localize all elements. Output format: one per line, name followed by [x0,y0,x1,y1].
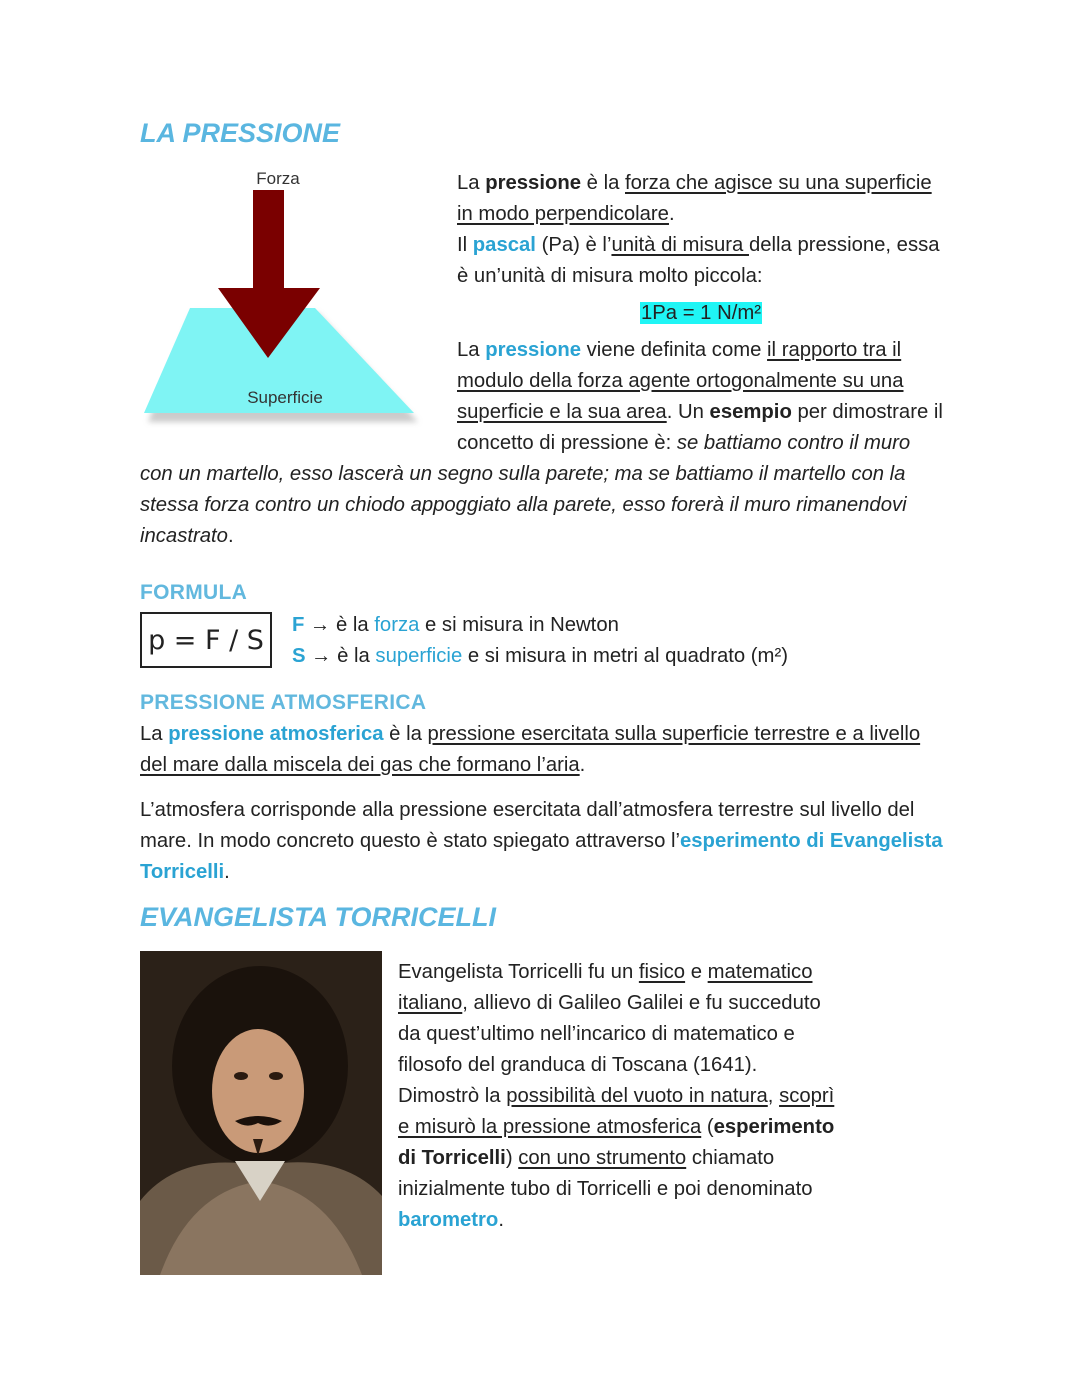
text-segment: . [668,203,675,225]
formula-s-line [292,641,788,672]
torricelli-portrait [140,951,398,1277]
text-segment: → è la [305,645,376,667]
text-segment: La [457,172,486,194]
text-segment: , allievo di Galileo Galilei e fu succeduto da quest’ultimo nell’incarico di matematico e filosofo del granduca di Toscana (1641). [398,992,821,1076]
pascal-equation: 1Pa = 1 N/m² [640,302,762,324]
text-segment: esperimento di Evangelista Torricelli [140,830,943,883]
text-segment: . [579,754,586,776]
text-segment: ( [701,1116,714,1138]
text-segment: , [767,1085,780,1107]
text-segment: unità di misura [611,234,749,256]
text-segment: forza che agisce su una superficie in modo perpendicolare [457,172,932,225]
text-segment: pressione [485,172,582,194]
title-torricelli: EVANGELISTA TORRICELLI [140,902,497,932]
text-segment: Evangelista Torricelli fu un [398,961,639,983]
text-segment: barometro [398,1209,499,1231]
text-segment: S [292,645,306,667]
text-segment: → è la [304,614,375,636]
text-segment: e si misura in metri al quadrato (m²) [462,645,788,667]
text-segment: scoprì e misurò la pressione atmosferica [398,1085,835,1138]
force-label: Forza [256,169,300,188]
formula-box: p = F / S [140,612,272,668]
text-segment: pressione atmosferica [168,723,384,745]
text-segment: forza [374,614,420,636]
text-segment: viene definita come [581,339,768,361]
text-segment: fisico [638,961,686,983]
text-segment: La [457,339,486,361]
text-segment: esempio [709,401,792,423]
atm-heading: PRESSIONE ATMOSFERICA [140,691,427,714]
text-segment: chiamato inizialmente tubo di Torricelli e poi denominato [398,1147,813,1200]
atm-paragraph-1 [140,719,945,781]
text-segment: F [292,614,305,636]
text-segment: e si misura in Newton [419,614,619,636]
text-segment: è la [383,723,428,745]
text-segment: (Pa) è l’ [535,234,612,256]
text-segment: L’atmosfera corrisponde alla pressione esercitata dall’atmosfera terrestre sul livello del mare. In modo concreto questo è stato spiegato attraverso l’ [140,799,915,852]
text-segment: pascal [472,234,536,256]
text-segment: superficie [375,645,463,667]
text-segment: è la [581,172,625,194]
text-segment: . [498,1209,504,1231]
text-segment: matematico italiano [398,961,813,1014]
text-segment: pressione [485,339,582,361]
text-segment: Il [457,234,473,256]
text-segment: esperimento di Torricelli [398,1116,835,1169]
text-segment: La [140,723,169,745]
text-segment: ) [505,1147,519,1169]
text-segment: Dimostrò la [398,1085,507,1107]
text-segment: il rapporto tra il modulo della forza agente ortogonalmente su una superficie e la sua area [457,339,904,423]
title-la-pressione: LA PRESSIONE [140,118,341,148]
text-segment: e [685,961,708,983]
atm-paragraph-2 [140,795,945,888]
text-segment: con uno strumento [518,1147,687,1169]
text-segment: . [227,525,234,547]
formula-heading: FORMULA [140,581,248,604]
pressure-diagram [140,168,457,440]
surface-label: Superficie [247,388,323,407]
text-segment: pressione esercitata sulla superficie terrestre e a livello del mare dalla miscela dei gas che formano l’aria [140,723,921,776]
text-segment: possibilità del vuoto in natura [506,1085,768,1107]
text-segment: se battiamo contro il muro con un martello, esso lascerà un segno sulla parete; ma se battiamo il martello con la stessa forza contro un chiodo appoggiato alla parete, esso forerà il muro rimanendovi incastrato [140,432,911,547]
formula-f-line [292,610,788,641]
text-segment: per dimostrare il concetto di pressione è: [457,401,943,454]
text-segment: . Un [666,401,710,423]
text-segment: della pressione, essa è un’unità di misura molto piccola: [457,234,940,287]
text-segment: . [224,861,230,883]
